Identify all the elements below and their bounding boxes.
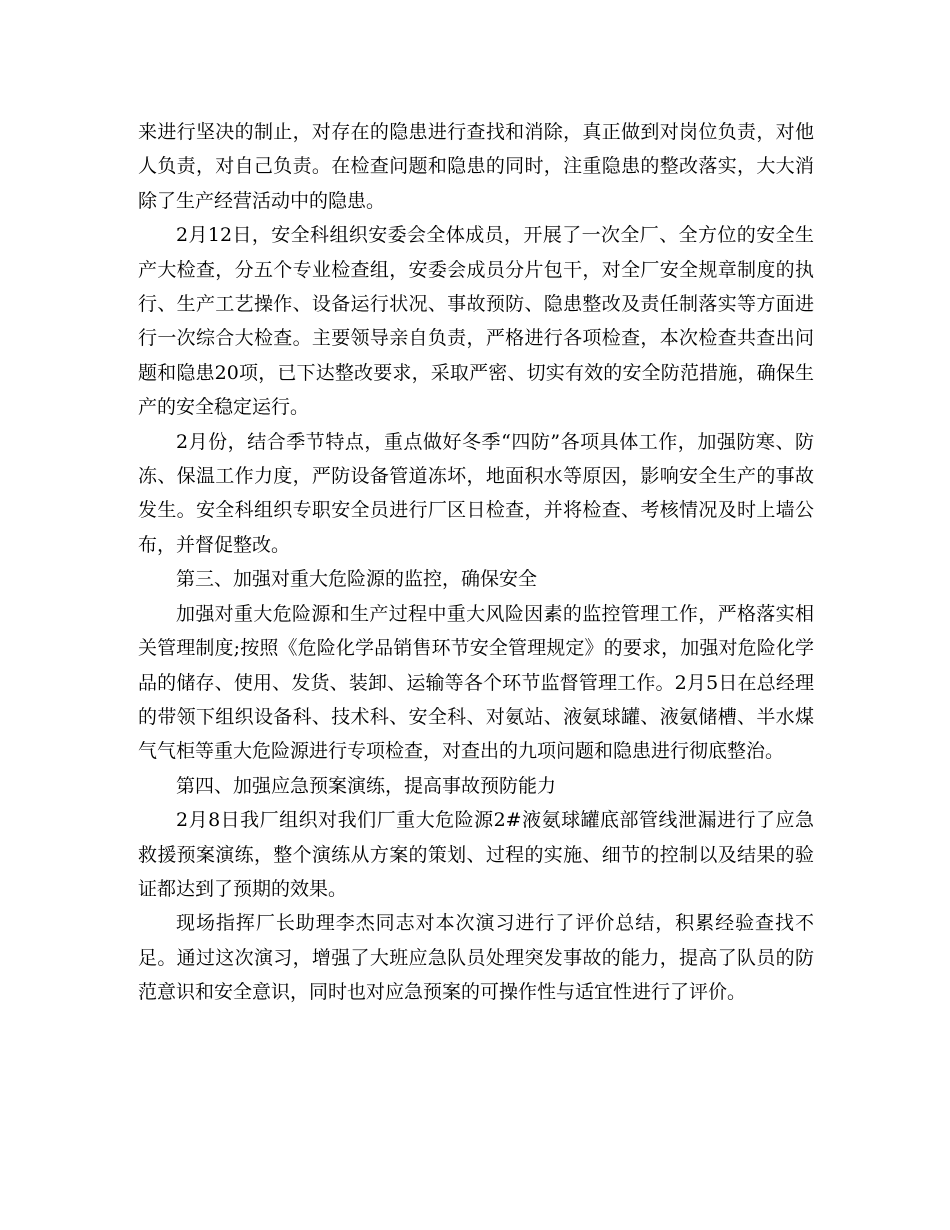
paragraph-feb12-inspection: 2月12日，安全科组织安委会全体成员，开展了一次全厂、全方位的安全生产大检查，分五个专业检查组，安委会成员分片包干，对全厂安全规章制度的执行、生产工艺操作、设备运行状况、事故预防、隐患整改及责任制落实等方面进行一次综合大检查。主要领导亲自负责，严格进行各项检查，本次检查共查出问题和隐患20项，已下达整改要求，采取严密、切实有效的安全防范措施，确保生产的安全稳定运行。 xyxy=(138,224,814,419)
paragraph-winter-protection: 2月份，结合季节特点，重点做好冬季“四防”各项具体工作，加强防寒、防冻、保温工作力度，严防设备管道冻坏，地面积水等原因，影响安全生产的事故发生。安全科组织专职安全员进行厂区日检查，并将检查、考核情况及时上墙公布，并督促整改。 xyxy=(138,430,814,556)
paragraph-hazard-monitoring: 加强对重大危险源和生产过程中重大风险因素的监控管理工作，严格落实相关管理制度;按照《危险化学品销售环节安全管理规定》的要求，加强对危险化学品的储存、使用、发货、装卸、运输等各个环节监督管理工作。2月5日在总经理的带领下组织设备科、技术科、安全科、对氨站、液氨球罐、液氨储槽、半水煤气气柜等重大危险源进行专项检查，对查出的九项问题和隐患进行彻底整治。 xyxy=(138,602,814,763)
paragraph-drill-evaluation: 现场指挥厂长助理李杰同志对本次演习进行了评价总结，积累经验查找不足。通过这次演习，增强了大班应急队员处理突发事故的能力，提高了队员的防范意识和安全意识，同时也对应急预案的可操作性与适宜性进行了评价。 xyxy=(138,912,814,1004)
paragraph-continuation: 来进行坚决的制止，对存在的隐患进行查找和消除，真正做到对岗位负责，对他人负责，对自己负责。在检查问题和隐患的同时，注重隐患的整改落实，大大消除了生产经营活动中的隐患。 xyxy=(138,121,814,212)
paragraph-emergency-drill: 2月8日我厂组织对我们厂重大危险源2#液氨球罐底部管线泄漏进行了应急救援预案演练，整个演练从方案的策划、过程的实施、细节的控制以及结果的验证都达到了预期的效果。 xyxy=(138,809,814,900)
document-body xyxy=(138,115,814,1010)
section-heading-third: 第三、加强对重大危险源的监控，确保安全 xyxy=(176,568,538,591)
section-heading-fourth: 第四、加强应急预案演练，提高事故预防能力 xyxy=(176,774,557,797)
